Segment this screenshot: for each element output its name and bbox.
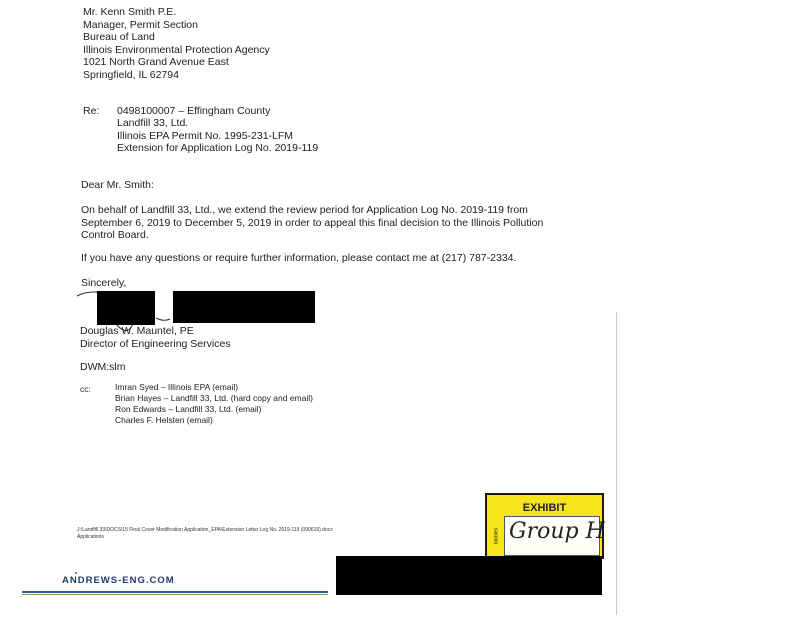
salutation: Dear Mr. Smith: xyxy=(81,179,154,191)
footer-rule xyxy=(22,591,328,593)
recipient-address xyxy=(83,6,270,82)
cc-line: Brian Hayes – Landfill 33, Ltd. (hard copy and email) xyxy=(115,393,313,403)
cc-line: Imran Syed – Illinois EPA (email) xyxy=(115,382,239,392)
re-line: Landfill 33, Ltd. xyxy=(117,117,189,130)
re-label: Re: xyxy=(83,105,100,117)
signatory-name: Douglas W. Mauntel, PE xyxy=(80,325,194,337)
address-line: Illinois Environmental Protection Agency xyxy=(83,43,270,56)
re-line: Illinois EPA Permit No. 1995-231-LFM xyxy=(117,129,294,142)
re-subject xyxy=(117,105,318,155)
address-line: Manager, Permit Section xyxy=(83,18,198,31)
exhibit-label-box xyxy=(504,516,605,556)
redaction-block xyxy=(97,291,155,325)
file-path xyxy=(77,527,333,540)
closing: Sincerely, xyxy=(81,277,127,289)
scan-edge-line xyxy=(616,312,617,615)
typist-initials: DWM:slm xyxy=(80,361,126,373)
exhibit-handwritten-label: Group H xyxy=(509,519,605,544)
cc-line: Charles F. Helsten (email) xyxy=(115,415,213,425)
footer-website: ANDREWS-ENG.COM xyxy=(62,575,175,586)
stray-mark xyxy=(75,572,77,574)
redaction-block xyxy=(336,556,602,595)
exhibit-sticker xyxy=(485,493,604,559)
exhibit-vertical-tag xyxy=(493,525,499,545)
signatory-title: Director of Engineering Services xyxy=(80,338,231,350)
file-path-line: J:\Landfill 33\DOCS\15 Final Cover Modification Application_EPA\Extension Letter Log No. 2019-119 (090619).docx xyxy=(77,527,333,533)
address-line: Mr. Kenn Smith P.E. xyxy=(83,6,177,18)
svg-text:tabbles: tabbles xyxy=(493,527,499,544)
body-paragraph-2: If you have any questions or require further information, please contact me at (217) 787-2334. xyxy=(81,252,517,264)
exhibit-title: EXHIBIT xyxy=(522,502,567,514)
cc-label: cc: xyxy=(80,384,91,394)
body-paragraph-1: On behalf of Landfill 33, Ltd., we extend the review period for Application Log No. 2019-119 from September 6, 2019 to December 5, 2019 in order to appeal this final decision to the Illinois Pollution Control Board. xyxy=(81,204,544,242)
cc-line: Ron Edwards – Landfill 33, Ltd. (email) xyxy=(115,404,262,414)
address-line: Springfield, IL 62794 xyxy=(83,68,179,81)
footer-rule-accent xyxy=(22,594,328,595)
file-path-line: Applications xyxy=(77,533,104,540)
re-line: Extension for Application Log No. 2019-119 xyxy=(117,142,319,155)
cc-list xyxy=(115,382,313,426)
address-line: Bureau of Land xyxy=(83,31,155,44)
redaction-block xyxy=(173,291,315,323)
re-line: 0498100007 – Effingham County xyxy=(117,105,271,117)
address-line: 1021 North Grand Avenue East xyxy=(83,56,229,69)
